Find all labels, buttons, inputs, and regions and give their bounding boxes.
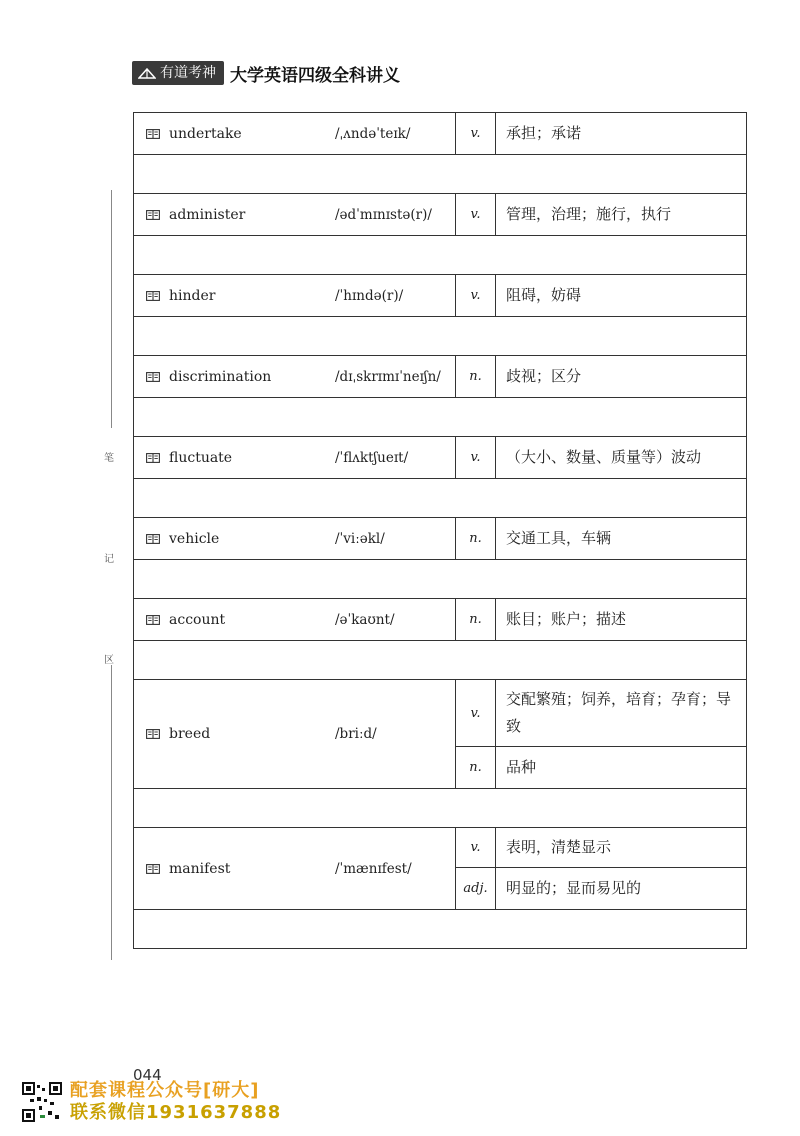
part-of-speech: n. — [456, 747, 496, 789]
book-icon — [146, 615, 160, 625]
part-of-speech: v. — [456, 113, 496, 155]
word-cell — [134, 437, 456, 479]
notes-row — [134, 910, 747, 949]
brand-badge — [132, 61, 224, 85]
notes-row — [134, 789, 747, 828]
notes-cell — [134, 560, 747, 599]
entry-row — [134, 194, 747, 236]
entry-row — [134, 113, 747, 155]
part-of-speech: v. — [456, 437, 496, 479]
page-header — [132, 60, 400, 86]
book-icon — [146, 291, 160, 301]
notes-cell — [134, 398, 747, 437]
word-cell — [134, 599, 456, 641]
notes-row — [134, 560, 747, 599]
word-cell — [134, 356, 456, 398]
meaning-cell — [496, 747, 747, 789]
phonetic: /ˈhɪndə(r)/ — [335, 287, 404, 304]
part-of-speech: n. — [456, 599, 496, 641]
part-of-speech: v. — [456, 828, 496, 868]
word-cell — [134, 680, 456, 789]
phonetic: /ədˈmɪnɪstə(r)/ — [335, 206, 432, 223]
word-cell — [134, 194, 456, 236]
page-number: 044 — [133, 1066, 162, 1084]
entry-row — [134, 828, 747, 868]
headword: manifest — [169, 860, 231, 877]
footer-promo — [22, 1080, 281, 1124]
meaning: 阻碍，妨碍 — [506, 286, 582, 304]
phonetic: /ˈflʌktʃueɪt/ — [335, 449, 409, 466]
meaning-cell — [496, 437, 747, 479]
notes-row — [134, 479, 747, 518]
notes-row — [134, 236, 747, 275]
notes-row — [134, 641, 747, 680]
notes-row — [134, 155, 747, 194]
meaning: 歧视；区分 — [506, 367, 582, 385]
entry-row — [134, 437, 747, 479]
part-of-speech: n. — [456, 518, 496, 560]
meaning-cell — [496, 275, 747, 317]
book-title: 大学英语四级全科讲义 — [230, 65, 400, 86]
entry-row — [134, 518, 747, 560]
meaning: 表明，清楚显示 — [506, 838, 612, 856]
part-of-speech: n. — [456, 356, 496, 398]
word-cell — [134, 275, 456, 317]
notes-cell — [134, 236, 747, 275]
notes-cell — [134, 641, 747, 680]
phonetic: /briːd/ — [335, 726, 377, 742]
meaning: 交通工具，车辆 — [506, 529, 612, 547]
meaning: 管理，治理；施行，执行 — [506, 205, 672, 223]
meaning: 明显的；显而易见的 — [506, 879, 642, 897]
book-logo-icon — [138, 66, 156, 80]
book-icon — [146, 453, 160, 463]
headword: breed — [169, 726, 211, 742]
meaning: 交配繁殖；饲养，培育；孕育；导致 — [506, 690, 732, 735]
part-of-speech: v. — [456, 275, 496, 317]
meaning-cell — [496, 828, 747, 868]
promo-line-2: 联系微信1931637888 — [70, 1102, 282, 1123]
book-icon — [146, 534, 160, 544]
headword: undertake — [169, 125, 242, 142]
notes-cell — [134, 479, 747, 518]
notes-cell — [134, 789, 747, 828]
meaning-cell — [496, 518, 747, 560]
word-cell — [134, 828, 456, 910]
meaning-cell — [496, 680, 747, 747]
headword: fluctuate — [169, 449, 233, 466]
meaning-cell — [496, 868, 747, 910]
notes-row — [134, 398, 747, 437]
meaning: 承担；承诺 — [506, 124, 582, 142]
margin-label-qu: 区 — [104, 655, 114, 666]
vocabulary-table — [133, 112, 747, 949]
meaning: （大小、数量、质量等）波动 — [506, 448, 702, 466]
brand-name: 有道考神 — [160, 65, 216, 81]
notes-cell — [134, 155, 747, 194]
part-of-speech: v. — [456, 680, 496, 747]
qr-code-icon — [22, 1082, 62, 1122]
headword: administer — [169, 206, 246, 223]
book-icon — [146, 129, 160, 139]
margin-label-bi: 笔 — [104, 453, 114, 464]
notes-cell — [134, 910, 747, 949]
book-icon — [146, 210, 160, 220]
meaning-cell — [496, 194, 747, 236]
headword: hinder — [169, 287, 216, 304]
margin-label-ji: 记 — [104, 554, 114, 565]
meaning: 品种 — [506, 758, 537, 776]
headword: account — [169, 611, 226, 628]
meaning: 账目；账户；描述 — [506, 610, 627, 628]
phonetic: /dɪˌskrɪmɪˈneɪʃn/ — [335, 368, 441, 385]
phonetic: /ˈviːəkl/ — [335, 530, 385, 547]
entry-row — [134, 356, 747, 398]
book-icon — [146, 372, 160, 382]
entry-row — [134, 275, 747, 317]
part-of-speech: adj. — [456, 868, 496, 910]
margin-divider-top — [111, 190, 112, 428]
entry-row — [134, 680, 747, 747]
meaning-cell — [496, 356, 747, 398]
meaning-cell — [496, 599, 747, 641]
phonetic: /əˈkaʊnt/ — [335, 611, 395, 628]
book-icon — [146, 864, 160, 874]
book-icon — [146, 729, 160, 739]
margin-divider-bottom — [111, 665, 112, 960]
meaning-cell — [496, 113, 747, 155]
headword: vehicle — [169, 530, 220, 547]
entry-row — [134, 599, 747, 641]
promo-line-1: 配套课程公众号[研大] — [70, 1080, 260, 1101]
word-cell — [134, 518, 456, 560]
phonetic: /ˌʌndəˈteɪk/ — [335, 125, 411, 142]
notes-cell — [134, 317, 747, 356]
headword: discrimination — [169, 368, 272, 385]
phonetic: /ˈmænɪfest/ — [335, 860, 412, 877]
part-of-speech: v. — [456, 194, 496, 236]
word-cell — [134, 113, 456, 155]
notes-row — [134, 317, 747, 356]
